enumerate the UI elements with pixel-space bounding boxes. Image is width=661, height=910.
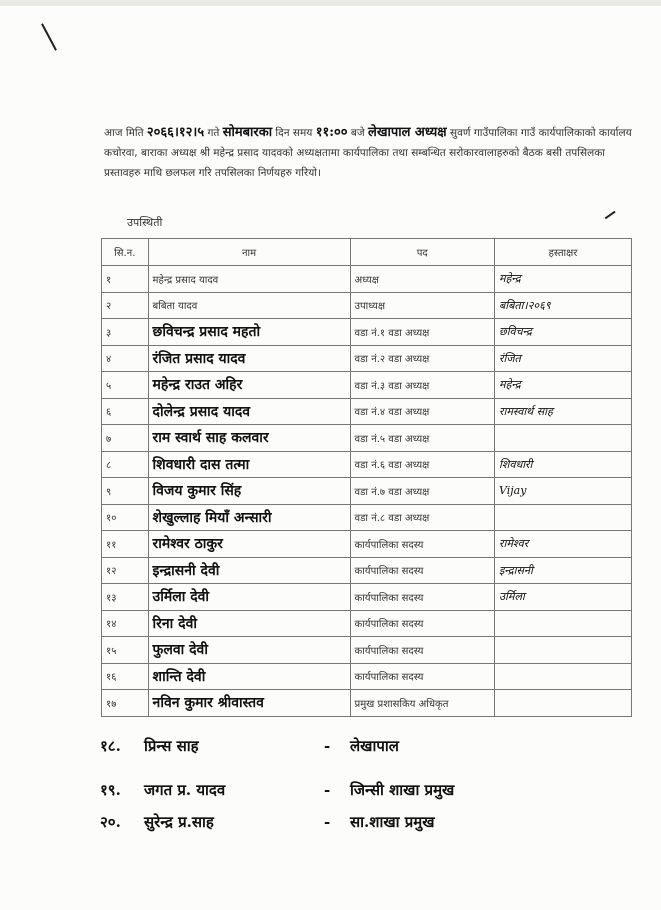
table-row <box>102 266 632 293</box>
row-post: कार्यपालिका सदस्य <box>354 645 424 657</box>
row-signature: शिवधारी <box>499 457 533 471</box>
row-name-cell <box>148 319 350 346</box>
row-name-cell <box>148 557 350 584</box>
row-name: दोलेन्द्र प्रसाद यादव <box>152 403 251 420</box>
attendance-table <box>101 238 632 717</box>
row-sn-cell <box>102 478 149 505</box>
row-post: प्रमुख प्रशासकिय अधिकृत <box>354 698 449 710</box>
row-post-cell <box>350 531 494 558</box>
header-name: नाम <box>148 239 350 266</box>
presence-label: उपस्थिती <box>127 216 163 229</box>
row-sn-cell <box>102 637 149 664</box>
row-sn-cell <box>102 610 149 637</box>
row-signature: रामेश्वर <box>499 537 529 551</box>
row-sn-cell <box>102 345 149 372</box>
row-sn: ९ <box>106 486 112 498</box>
row-post-cell <box>350 398 494 425</box>
row-post: कार्यपालिका सदस्य <box>354 566 424 578</box>
extra-attendee-row <box>100 812 550 832</box>
row-name-cell <box>148 610 350 637</box>
row-signature-cell <box>495 266 632 293</box>
row-post-cell <box>350 637 494 664</box>
header-post: पद <box>350 239 494 266</box>
table-row <box>102 478 632 505</box>
row-signature: छविचन्द्र <box>499 325 532 339</box>
row-signature: रंजित <box>499 351 521 365</box>
row-signature-cell <box>495 478 632 505</box>
row-name: रामेश्वर ठाकुर <box>152 536 223 553</box>
table-row <box>102 345 632 372</box>
row-post-cell <box>350 345 494 372</box>
intro-baje: बजे <box>350 127 365 139</box>
row-sn-cell <box>102 557 149 584</box>
row-post: वडा नं.३ वडा अध्यक्ष <box>354 380 430 392</box>
table-row <box>102 398 632 425</box>
row-sn-cell <box>102 319 149 346</box>
row-name-cell <box>148 451 350 478</box>
row-name-cell <box>148 690 350 717</box>
row-name-cell <box>148 372 350 399</box>
row-name-cell <box>148 292 350 319</box>
extra-sn: २०. <box>100 813 121 831</box>
row-sn-cell <box>102 531 149 558</box>
row-name-cell <box>148 266 350 293</box>
row-signature-cell <box>495 690 632 717</box>
row-name: छविचन्द्र प्रसाद महतो <box>152 324 261 341</box>
table-row <box>102 584 632 611</box>
header-signature: हस्ताक्षर <box>495 239 632 266</box>
row-sn-cell <box>102 398 149 425</box>
row-post-cell <box>350 266 494 293</box>
row-name: रिना देवी <box>152 615 198 632</box>
row-signature-cell <box>495 637 632 664</box>
row-signature: इन्द्रासनी <box>499 563 533 577</box>
row-name: विजय कुमार सिंह <box>152 483 242 500</box>
extra-dash: - <box>324 781 331 799</box>
row-sn: २ <box>106 301 112 313</box>
row-sn-cell <box>102 372 149 399</box>
table-row <box>102 451 632 478</box>
extra-attendee-row <box>100 736 550 756</box>
row-sn: ७ <box>106 433 112 445</box>
row-sn: १० <box>106 513 117 525</box>
row-name-cell <box>148 478 350 505</box>
table-row <box>102 292 632 319</box>
row-sn: ६ <box>106 407 112 419</box>
row-post: वडा नं.७ वडा अध्यक्ष <box>354 486 430 498</box>
row-post-cell <box>350 451 494 478</box>
row-name: बबिता यादव <box>152 301 198 313</box>
row-sn: ११ <box>106 539 117 551</box>
row-name-cell <box>148 425 350 452</box>
pen-mark <box>41 23 57 50</box>
row-name-cell <box>148 637 350 664</box>
row-name: महेन्द्र प्रसाद यादव <box>152 274 219 286</box>
row-signature-cell <box>495 398 632 425</box>
table-row <box>102 319 632 346</box>
intro-handwritten-head: लेखापाल अध्यक्ष <box>368 125 447 140</box>
row-signature-cell <box>495 557 632 584</box>
row-sn: १४ <box>106 619 117 631</box>
intro-din-samaya: दिन समय <box>275 127 313 139</box>
row-sn-cell <box>102 690 149 717</box>
table-row <box>102 531 632 558</box>
row-sn: १५ <box>106 645 117 657</box>
intro-gate: गते <box>207 127 220 139</box>
scan-edge <box>0 0 661 6</box>
row-signature-cell <box>495 584 632 611</box>
row-signature: महेन्द्र <box>499 378 521 392</box>
extra-name: प्रिन्स साह <box>144 737 199 755</box>
extra-name: सुरेन्द्र प्र.साह <box>144 813 214 831</box>
row-name: शान्ति देवी <box>152 668 206 685</box>
row-post: वडा नं.४ वडा अध्यक्ष <box>354 407 430 419</box>
row-name: इन्द्रासनी देवी <box>152 562 220 579</box>
row-post: वडा नं.५ वडा अध्यक्ष <box>354 433 430 445</box>
row-signature-cell <box>495 319 632 346</box>
row-post: उपाध्यक्ष <box>354 301 385 313</box>
row-post-cell <box>350 319 494 346</box>
row-name-cell <box>148 663 350 690</box>
row-signature-cell <box>495 372 632 399</box>
row-post-cell <box>350 372 494 399</box>
table-row <box>102 690 632 717</box>
extra-dash: - <box>324 813 331 831</box>
row-name: रंजित प्रसाद यादव <box>152 350 246 367</box>
row-signature: Vijay <box>499 484 527 498</box>
table-row <box>102 663 632 690</box>
minutes-intro <box>104 123 632 183</box>
row-name: उर्मिला देवी <box>152 589 210 606</box>
row-signature-cell <box>495 451 632 478</box>
row-name-cell <box>148 531 350 558</box>
row-sn-cell <box>102 425 149 452</box>
row-signature-cell <box>495 610 632 637</box>
extra-sn: १८. <box>100 737 121 755</box>
row-post: अध्यक्ष <box>354 274 379 286</box>
row-post: कार्यपालिका सदस्य <box>354 539 424 551</box>
extra-post: सा.शाखा प्रमुख <box>350 813 435 831</box>
table-row <box>102 610 632 637</box>
row-signature-cell <box>495 425 632 452</box>
intro-body: सुवर्ण गाउँपालिका गाउँ कार्यपालिकाको कार्यालय कचोरवा, बाराका अध्यक्ष श्री महेन्द्र प्रसाद यादवको अध्यक्षतामा कार्यपालिका तथा सम्बन्धित सरोकारवालाहरुको बैठक बसी तपसिलका प्रस्तावहरु माथि छलफल गरि तपसिलका निर्णयहरु गरियो। <box>104 127 632 179</box>
row-sn: १६ <box>106 672 117 684</box>
row-signature-cell <box>495 292 632 319</box>
extra-attendee-row <box>100 780 550 800</box>
row-signature: बबिता।२०६९ <box>499 298 551 312</box>
row-signature: उर्मिला <box>499 590 525 604</box>
row-post: वडा नं.२ वडा अध्यक्ष <box>354 354 430 366</box>
row-post: वडा नं.१ वडा अध्यक्ष <box>354 327 430 339</box>
header-sn: सि.न. <box>102 239 149 266</box>
row-post: कार्यपालिका सदस्य <box>354 592 424 604</box>
row-name-cell <box>148 584 350 611</box>
row-sn-cell <box>102 266 149 293</box>
row-sn-cell <box>102 292 149 319</box>
row-signature-cell <box>495 531 632 558</box>
row-post: कार्यपालिका सदस्य <box>354 619 424 631</box>
row-sn: १७ <box>106 698 117 710</box>
extra-post: लेखापाल <box>350 737 399 755</box>
row-name: शिवधारी दास तत्मा <box>152 456 250 473</box>
row-post: वडा नं.८ वडा अध्यक्ष <box>354 513 430 525</box>
row-post: वडा नं.६ वडा अध्यक्ष <box>354 460 430 472</box>
meeting-time: ११:०० <box>315 125 348 140</box>
row-post-cell <box>350 557 494 584</box>
tick-mark <box>605 211 616 219</box>
row-post-cell <box>350 425 494 452</box>
meeting-date: २०६६।१२।५ <box>146 125 205 140</box>
row-sn-cell <box>102 584 149 611</box>
table-header-row <box>102 239 632 266</box>
row-sn: ४ <box>106 354 112 366</box>
row-sn: १३ <box>106 592 117 604</box>
table-row <box>102 557 632 584</box>
row-post-cell <box>350 584 494 611</box>
extra-post: जिन्सी शाखा प्रमुख <box>350 781 455 799</box>
row-post-cell <box>350 610 494 637</box>
table-row <box>102 504 632 531</box>
row-sn: ३ <box>106 327 112 339</box>
extra-sn: १९. <box>100 781 121 799</box>
row-signature: महेन्द्र <box>499 272 521 286</box>
extra-dash: - <box>324 737 331 755</box>
row-sn: १ <box>106 274 112 286</box>
row-name: शेखुल्लाह मियाँ अन्सारी <box>152 509 272 526</box>
row-post-cell <box>350 690 494 717</box>
row-sn-cell <box>102 451 149 478</box>
row-sn-cell <box>102 504 149 531</box>
row-post-cell <box>350 292 494 319</box>
row-signature-cell <box>495 345 632 372</box>
table-row <box>102 637 632 664</box>
row-sn-cell <box>102 663 149 690</box>
meeting-day: सोमबारका <box>222 125 273 140</box>
table-row <box>102 425 632 452</box>
extra-name: जगत प्र. यादव <box>144 781 226 799</box>
row-name: राम स्वार्थ साह कलवार <box>152 430 269 447</box>
row-name-cell <box>148 504 350 531</box>
table-row <box>102 372 632 399</box>
row-post-cell <box>350 663 494 690</box>
row-sn: ५ <box>106 380 112 392</box>
row-sn: ८ <box>106 460 112 472</box>
row-name: नविन कुमार श्रीवास्तव <box>152 695 264 712</box>
row-name-cell <box>148 398 350 425</box>
row-post-cell <box>350 478 494 505</box>
intro-prefix: आज मिति <box>104 127 144 139</box>
row-name: फुलवा देवी <box>152 642 208 659</box>
row-post-cell <box>350 504 494 531</box>
row-signature-cell <box>495 504 632 531</box>
row-signature: रामस्वार्थ साह <box>499 404 553 418</box>
row-name: महेन्द्र राउत अहिर <box>152 377 243 394</box>
row-sn: १२ <box>106 566 117 578</box>
attendance-rows <box>102 266 632 717</box>
row-signature-cell <box>495 663 632 690</box>
row-post: कार्यपालिका सदस्य <box>354 672 424 684</box>
row-name-cell <box>148 345 350 372</box>
